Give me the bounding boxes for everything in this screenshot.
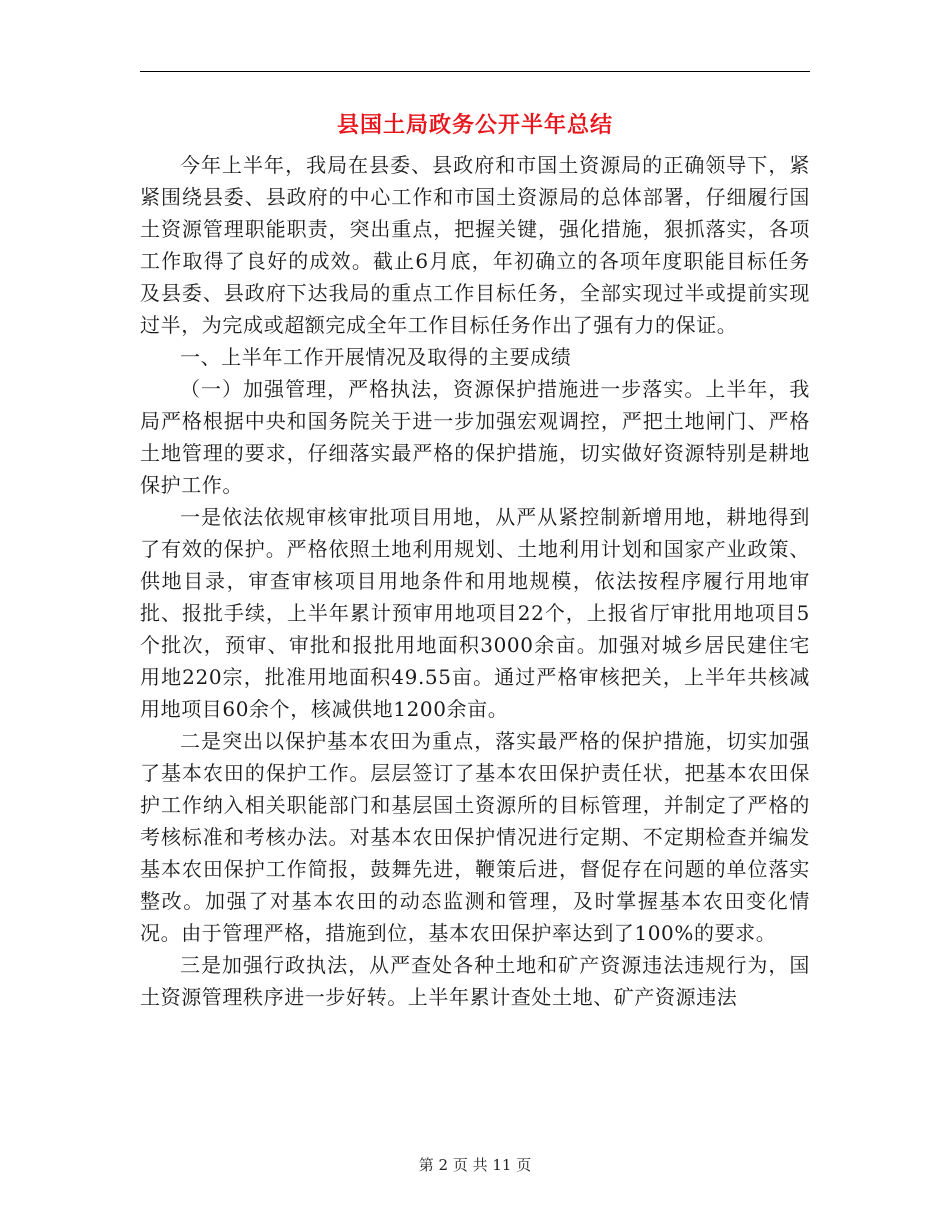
header-rule bbox=[140, 71, 810, 72]
paragraph-item-three: 三是加强行政执法，从严查处各种土地和矿产资源违法违规行为，国土资源管理秩序进一步好转。上半年累计查处土地、矿产资源违法 bbox=[140, 953, 810, 1009]
paragraph-item-two: 二是突出以保护基本农田为重点，落实最严格的保护措施，切实加强了基本农田的保护工作。层层签订了基本农田保护责任状，把基本农田保护工作纳入相关职能部门和基层国土资源所的目标管理，并制定了严格的考核标准和考核办法。对基本农田保护情况进行定期、不定期检查并编发基本农田保护工作简报，鼓舞先进，鞭策后进，督促存在问题的单位落实整改。加强了对基本农田的动态监测和管理，及时掌握基本农田变化情况。由于管理严格，措施到位，基本农田保护率达到了100%的要求。 bbox=[140, 729, 810, 945]
document-title: 县国土局政务公开半年总结 bbox=[336, 112, 613, 138]
paragraph-intro: 今年上半年，我局在县委、县政府和市国土资源局的正确领导下，紧紧围绕县委、县政府的中心工作和市国土资源局的总体部署，仔细履行国土资源管理职能职责，突出重点，把握关键，强化措施，狠抓落实，各项工作取得了良好的成效。截止6月底，年初确立的各项年度职能目标任务及县委、县政府下达我局的重点工作目标任务，全部实现过半或提前实现过半，为完成或超额完成全年工作目标任务作出了强有力的保证。 bbox=[140, 153, 810, 337]
page-number: 第 2 页 共 11 页 bbox=[418, 1156, 532, 1174]
subsection-heading-paragraph: （一）加强管理，严格执法，资源保护措施进一步落实。上半年，我局严格根据中央和国务院关于进一步加强宏观调控，严把土地闸门、严格土地管理的要求，仔细落实最严格的保护措施，切实做好资源特别是耕地保护工作。 bbox=[140, 377, 810, 497]
paragraph-item-one: 一是依法依规审核审批项目用地，从严从紧控制新增用地，耕地得到了有效的保护。严格依照土地利用规划、土地利用计划和国家产业政策、供地目录，审查审核项目用地条件和用地规模，依法按程序履行用地审批、报批手续，上半年累计预审用地项目22个，上报省厅审批用地项目5个批次，预审、审批和报批用地面积3000余亩。加强对城乡居民建住宅用地220宗，批准用地面积49.55亩。通过严格审核把关，上半年共核减用地项目60余个，核减供地1200余亩。 bbox=[140, 505, 810, 721]
document-body bbox=[140, 149, 810, 1013]
section-heading: 一、上半年工作开展情况及取得的主要成绩 bbox=[180, 345, 572, 369]
